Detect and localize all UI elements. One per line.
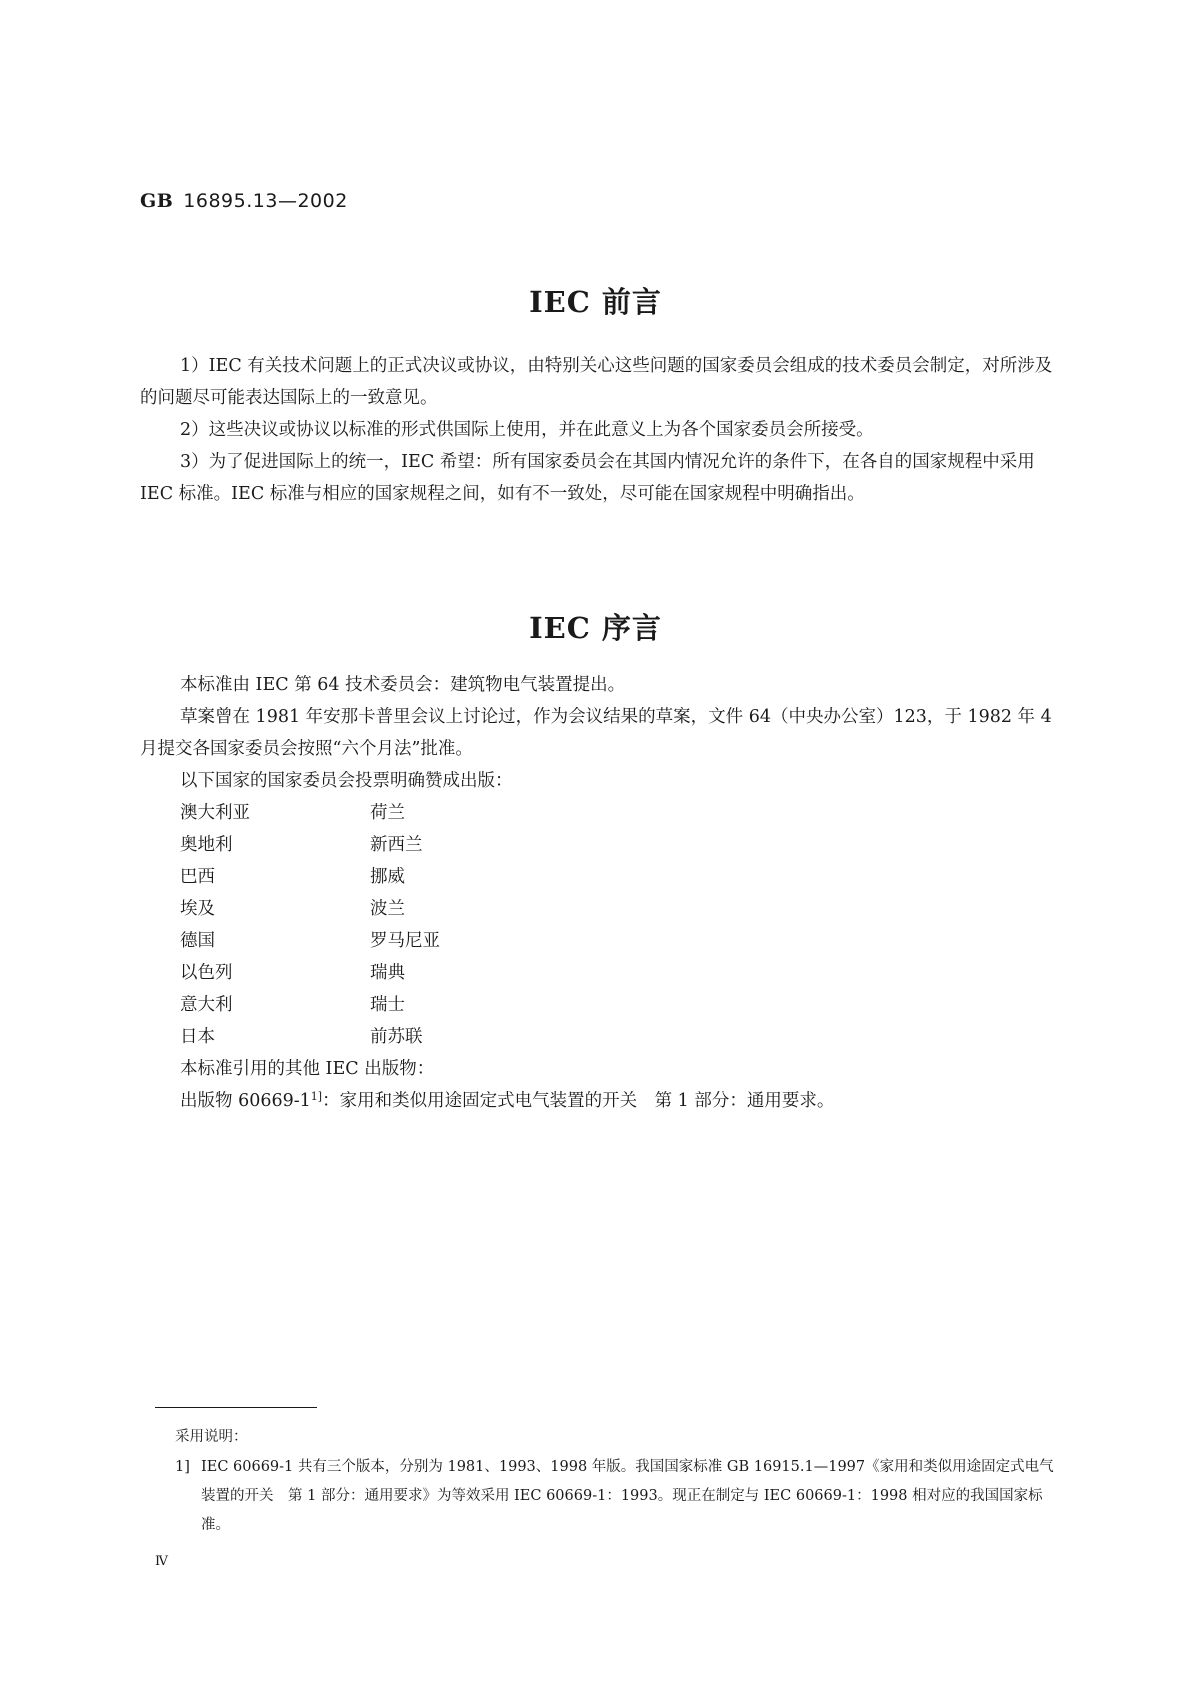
document-code [140,190,348,212]
country-name: 瑞典 [370,963,405,983]
footnote-number: 1] [175,1459,190,1475]
country-name: 波兰 [370,899,405,919]
footnote-text: IEC 60669-1 共有三个版本，分别为 1981、1993、1998 年版。我国国家标准 GB 16915.1—1997《家用和类似用途固定式电气装置的开关 第 1 部分：通用要求》为等效采用 IEC 60669-1：1993。现正在制定与 IEC 60669-1：1998 相对应的我国国家标准。 [201,1459,1054,1533]
country-name: 巴西 [180,867,215,887]
preface-paragraph: 草案曾在 1981 年安那卡普里会议上讨论过，作为会议结果的草案，文件 64（中央办公室）123，于 1982 年 4 月提交各国家委员会按照“六个月法”批准。 [140,707,1052,759]
country-row [180,861,780,893]
preface-title: IEC 序言 [529,611,662,645]
preface-paragraph: 以下国家的国家委员会投票明确赞成出版： [180,771,513,791]
country-name: 澳大利亚 [180,803,250,823]
foreword-paragraph: 3）为了促进国际上的统一，IEC 希望：所有国家委员会在其国内情况允许的条件下，在各自的国家规程中采用 IEC 标准。IEC 标准与相应的国家规程之间，如有不一致处，尽可能在国家规程中明确指出。 [140,452,1035,504]
country-name: 挪威 [370,867,405,887]
foreword-paragraph: 1）IEC 有关技术问题上的正式决议或协议，由特别关心这些问题的国家委员会组成的技术委员会制定，对所涉及的问题尽可能表达国际上的一致意见。 [140,356,1053,408]
footnote-heading: 采用说明： [175,1429,248,1445]
country-row [180,829,780,861]
reference-item [140,1085,1058,1117]
country-name: 瑞士 [370,995,405,1015]
references-intro: 本标准引用的其他 IEC 出版物： [180,1059,435,1079]
country-row [180,797,780,829]
country-row [180,893,780,925]
country-name: 新西兰 [370,835,423,855]
country-row [180,989,780,1021]
country-name: 前苏联 [370,1027,423,1047]
country-name: 以色列 [180,963,233,983]
footnote-marker[interactable]: 1] [310,1090,323,1103]
standard-number: 16895.13—2002 [183,190,348,212]
references-block [140,1053,1058,1117]
foreword-paragraph: 2）这些决议或协议以标准的形式供国际上使用，并在此意义上为各个国家委员会所接受。 [180,420,874,440]
country-name: 奥地利 [180,835,233,855]
foreword-title: IEC 前言 [529,285,662,319]
footnote [175,1453,1065,1540]
country-row [180,925,780,957]
reference-title: ：家用和类似用途固定式电气装置的开关 第 1 部分：通用要求。 [322,1091,835,1111]
preface-body [140,669,1058,797]
reference-id: 出版物 60669-1 [180,1091,311,1111]
page-number: Ⅳ [155,1554,168,1569]
country-row [180,1021,780,1053]
footnote-divider [155,1407,317,1408]
country-name: 埃及 [180,899,215,919]
foreword-body [140,350,1058,510]
country-name: 日本 [180,1027,215,1047]
country-name: 荷兰 [370,803,405,823]
country-name: 意大利 [180,995,233,1015]
standard-prefix: GB [140,190,174,212]
country-row [180,957,780,989]
country-list [180,797,780,1053]
country-name: 罗马尼亚 [370,931,440,951]
country-name: 德国 [180,931,215,951]
preface-paragraph: 本标准由 IEC 第 64 技术委员会：建筑物电气装置提出。 [180,675,626,695]
